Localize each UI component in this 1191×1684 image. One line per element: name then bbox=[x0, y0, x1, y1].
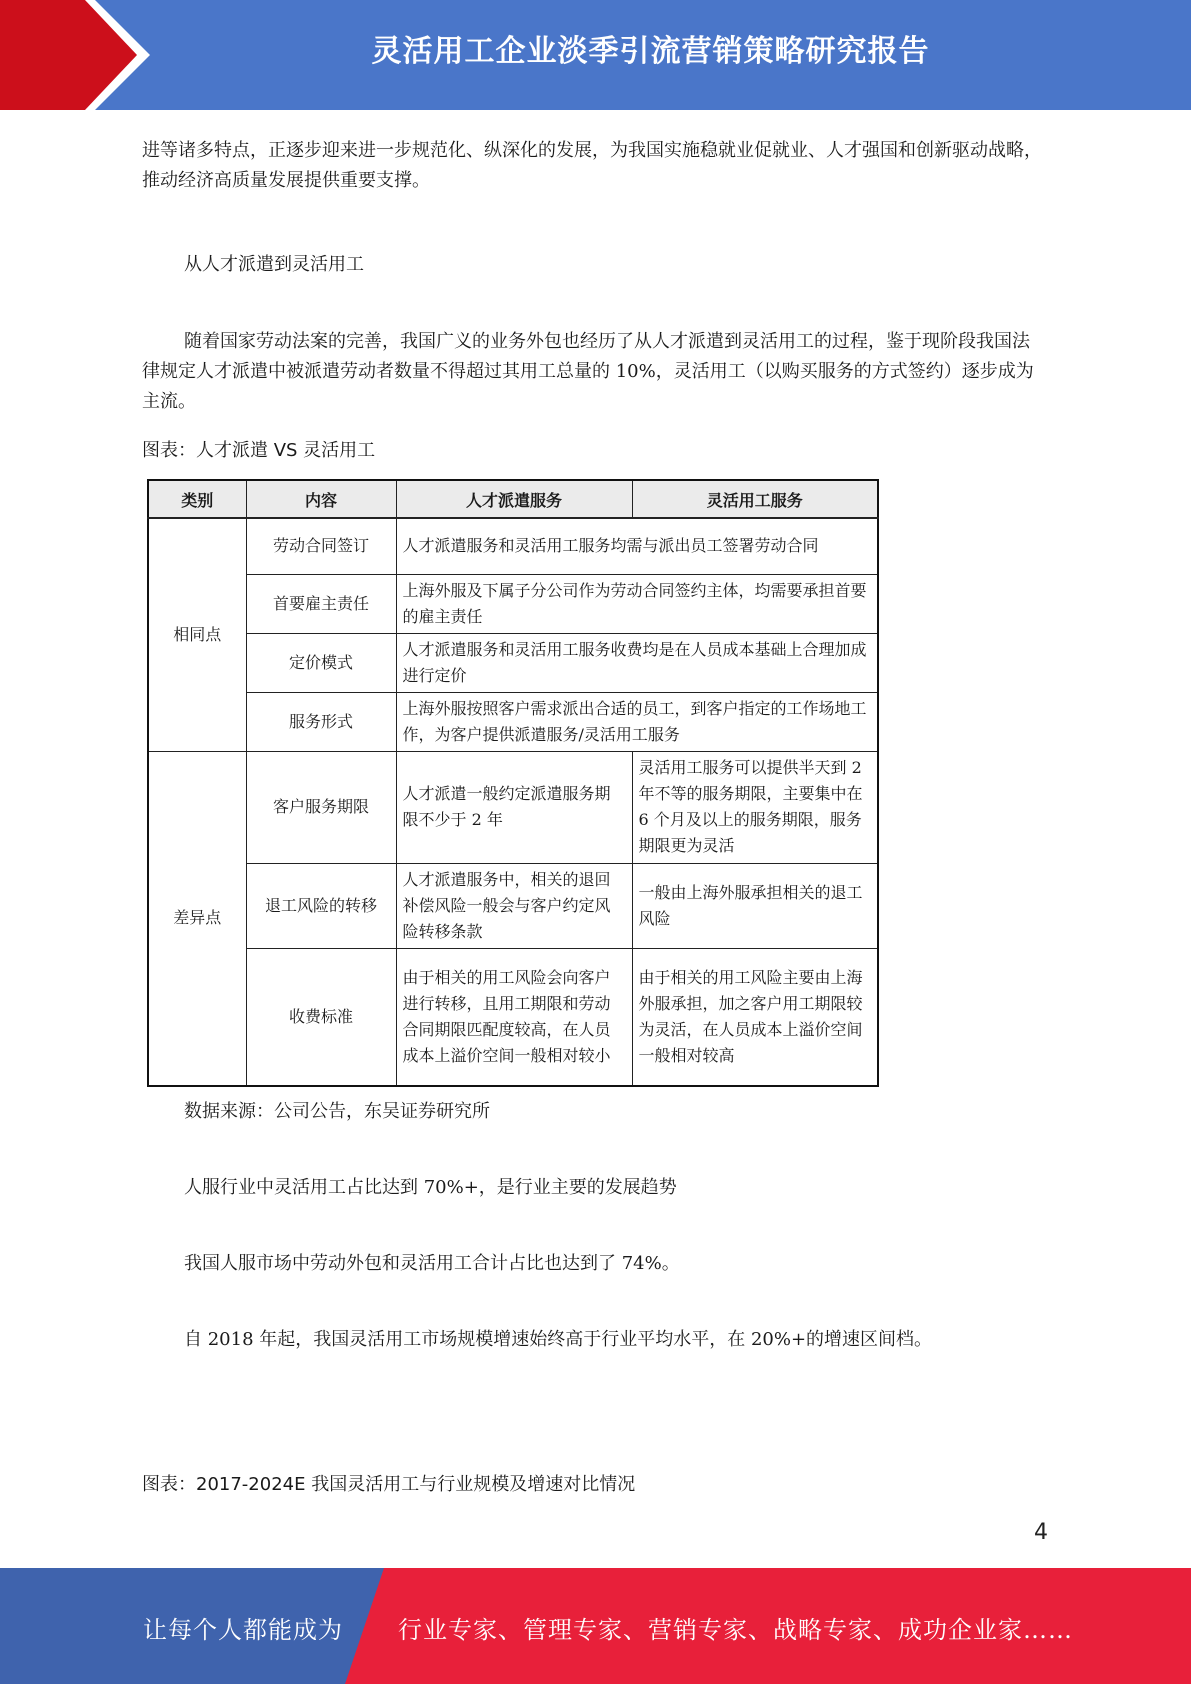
row-dispatch: 人才派遣一般约定派遣服务期限不少于 2 年 bbox=[396, 751, 632, 863]
table-header-row bbox=[148, 480, 878, 518]
row-text: 人才派遣服务和灵活用工服务均需与派出员工签署劳动合同 bbox=[396, 518, 878, 574]
table-row bbox=[148, 863, 878, 948]
report-title: 灵活用工企业淡季引流营销策略研究报告 bbox=[371, 34, 930, 69]
row-item: 服务形式 bbox=[246, 692, 396, 751]
growth-paragraph: 自 2018 年起，我国灵活用工市场规模增速始终高于行业平均水平，在 20%+的增速区间档。 bbox=[184, 1329, 933, 1350]
footer-slogan-left: 让每个人都能成为 bbox=[143, 1616, 343, 1644]
table-row bbox=[148, 751, 878, 863]
data-source: 数据来源：公司公告，东吴证券研究所 bbox=[184, 1101, 490, 1122]
header-flexible: 灵活用工服务 bbox=[632, 480, 878, 518]
share-paragraph: 人服行业中灵活用工占比达到 70%+，是行业主要的发展趋势 bbox=[184, 1177, 677, 1198]
comparison-table bbox=[147, 479, 879, 1087]
row-item: 定价模式 bbox=[246, 633, 396, 692]
page-header bbox=[0, 0, 1191, 110]
header-content: 内容 bbox=[246, 480, 396, 518]
page-number: 4 bbox=[1034, 1520, 1048, 1545]
row-item: 劳动合同签订 bbox=[246, 518, 396, 574]
table-row bbox=[148, 574, 878, 633]
header-arrow-decoration bbox=[0, 0, 160, 110]
law-paragraph: 随着国家劳动法案的完善，我国广义的业务外包也经历了从人才派遣到灵活用工的过程，鉴于现阶段我国法律规定人才派遣中被派遣劳动者数量不得超过其用工总量的 10%，灵活用工（以购买服务的方式签约）逐步成为主流。 bbox=[142, 331, 1034, 412]
table-row bbox=[148, 633, 878, 692]
row-item: 收费标准 bbox=[246, 948, 396, 1086]
header-category: 类别 bbox=[148, 480, 246, 518]
row-flexible: 由于相关的用工风险主要由上海外服承担，加之客户用工期限较为灵活，在人员成本上溢价空间一般相对较高 bbox=[632, 948, 878, 1086]
row-flexible: 一般由上海外服承担相关的退工风险 bbox=[632, 863, 878, 948]
group-diff: 差异点 bbox=[148, 751, 246, 1086]
row-item: 客户服务期限 bbox=[246, 751, 396, 863]
page-footer bbox=[0, 1568, 1191, 1684]
row-text: 上海外服按照客户需求派出合适的员工，到客户指定的工作场地工作，为客户提供派遣服务/灵活用工服务 bbox=[396, 692, 878, 751]
table-row bbox=[148, 948, 878, 1086]
row-item: 退工风险的转移 bbox=[246, 863, 396, 948]
row-dispatch: 人才派遣服务中，相关的退回补偿风险一般会与客户约定风险转移条款 bbox=[396, 863, 632, 948]
row-flexible: 灵活用工服务可以提供半天到 2 年不等的服务期限，主要集中在 6 个月及以上的服务期限，服务期限更为灵活 bbox=[632, 751, 878, 863]
table-row bbox=[148, 518, 878, 574]
footer-slogan-right: 行业专家、管理专家、营销专家、战略专家、成功企业家…… bbox=[398, 1616, 1073, 1644]
header-dispatch: 人才派遣服务 bbox=[396, 480, 632, 518]
row-dispatch: 由于相关的用工风险会向客户进行转移，且用工期限和劳动合同期限匹配度较高，在人员成本上溢价空间一般相对较小 bbox=[396, 948, 632, 1086]
market-paragraph: 我国人服市场中劳动外包和灵活用工合计占比也达到了 74%。 bbox=[184, 1253, 680, 1274]
table-row bbox=[148, 692, 878, 751]
row-item: 首要雇主责任 bbox=[246, 574, 396, 633]
row-text: 上海外服及下属子分公司作为劳动合同签约主体，均需要承担首要的雇主责任 bbox=[396, 574, 878, 633]
intro-paragraph: 进等诸多特点，正逐步迎来进一步规范化、纵深化的发展，为我国实施稳就业促就业、人才强国和创新驱动战略，推动经济高质量发展提供重要支撑。 bbox=[142, 140, 1042, 191]
group-same: 相同点 bbox=[148, 518, 246, 751]
figure-caption-2: 图表：2017-2024E 我国灵活用工与行业规模及增速对比情况 bbox=[142, 1474, 636, 1495]
section-heading: 从人才派遣到灵活用工 bbox=[184, 254, 364, 275]
row-text: 人才派遣服务和灵活用工服务收费均是在人员成本基础上合理加成进行定价 bbox=[396, 633, 878, 692]
figure-caption-1: 图表：人才派遣 VS 灵活用工 bbox=[142, 440, 376, 461]
